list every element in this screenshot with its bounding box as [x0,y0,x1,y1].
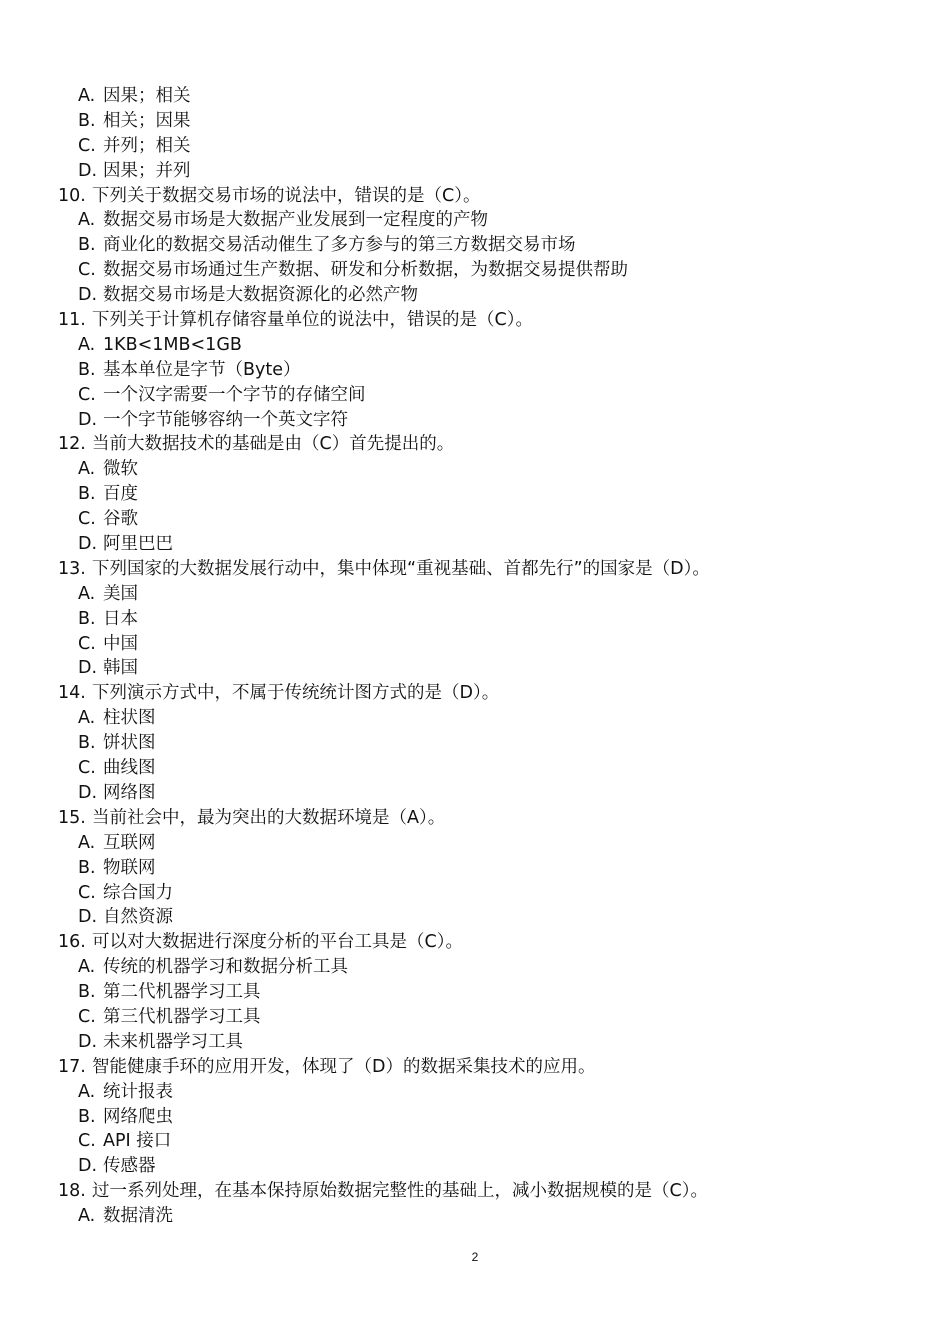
option-letter: D. [78,409,98,430]
option-line [0,333,950,358]
question-text: 当前大数据技术的基础是由（C）首先提出的。 [92,434,455,455]
question-text: 下列演示方式中，不属于传统统计图方式的是（D）。 [92,683,500,704]
option-letter: C. [78,135,96,156]
option-text: 日本 [103,608,138,629]
option-letter: D. [78,160,98,181]
option-text: 数据交易市场通过生产数据、研发和分析数据，为数据交易提供帮助 [103,260,628,281]
option-text: 百度 [103,484,138,505]
option-line [0,856,950,881]
option-line [0,159,950,184]
option-letter: C. [78,882,96,903]
option-text: 韩国 [103,658,138,679]
option-line [0,408,950,433]
page-number: 2 [471,1250,479,1264]
question-line [0,1055,950,1080]
option-letter: B. [78,982,96,1003]
option-letter: A. [78,957,96,978]
question-line [0,1179,950,1204]
option-text: 综合国力 [103,882,173,903]
option-text: 美国 [103,583,138,604]
question-text: 下列国家的大数据发展行动中，集中体现“重视基础、首都先行”的国家是（D）。 [92,558,710,579]
option-line [0,1204,950,1229]
option-text: 网络爬虫 [103,1106,173,1127]
option-letter: A. [78,1206,96,1227]
option-letter: B. [78,110,96,131]
option-letter: D. [78,907,98,928]
option-text: 自然资源 [103,907,173,928]
option-text: 数据清洗 [103,1206,173,1227]
option-letter: C. [78,384,96,405]
option-line [0,905,950,930]
option-line [0,831,950,856]
option-line [0,507,950,532]
option-line [0,1154,950,1179]
option-text: 微软 [103,459,138,480]
option-letter: B. [78,608,96,629]
option-letter: D. [78,1031,98,1052]
option-text: 数据交易市场是大数据产业发展到一定程度的产物 [103,210,488,231]
option-letter: C. [78,260,96,281]
option-line [0,233,950,258]
option-line [0,283,950,308]
option-letter: B. [78,733,96,754]
question-text: 智能健康手环的应用开发，体现了（D）的数据采集技术的应用。 [92,1056,596,1077]
document-body [0,84,950,1229]
option-line [0,482,950,507]
option-letter: A. [78,334,96,355]
option-line [0,1080,950,1105]
option-letter: A. [78,832,96,853]
option-text: 曲线图 [103,758,156,779]
question-number: 18. [58,1181,86,1202]
question-line [0,557,950,582]
question-number: 11. [58,310,86,331]
option-line [0,582,950,607]
option-text: 饼状图 [103,733,156,754]
question-line [0,184,950,209]
option-line [0,756,950,781]
option-text: 传感器 [103,1156,156,1177]
option-letter: A. [78,1081,96,1102]
option-letter: C. [78,633,96,654]
question-line [0,681,950,706]
option-letter: D. [78,658,98,679]
option-line [0,84,950,109]
option-text: 谷歌 [103,509,138,530]
question-text: 当前社会中，最为突出的大数据环境是（A）。 [92,807,446,828]
option-line [0,1005,950,1030]
option-text: 1KB<1MB<1GB [103,334,242,355]
question-number: 13. [58,558,86,579]
option-letter: C. [78,509,96,530]
option-letter: C. [78,1131,96,1152]
option-letter: A. [78,210,96,231]
option-text: 第二代机器学习工具 [103,982,261,1003]
question-number: 14. [58,683,86,704]
option-line [0,532,950,557]
option-text: 因果；并列 [103,160,191,181]
option-text: API 接口 [103,1131,172,1152]
option-line [0,731,950,756]
option-line [0,607,950,632]
option-letter: D. [78,285,98,306]
question-line [0,308,950,333]
option-text: 商业化的数据交易活动催生了多方参与的第三方数据交易市场 [103,235,576,256]
option-line [0,955,950,980]
option-letter: B. [78,359,96,380]
question-line [0,930,950,955]
option-text: 一个字节能够容纳一个英文字符 [103,409,348,430]
option-letter: A. [78,708,96,729]
option-line [0,656,950,681]
question-text: 可以对大数据进行深度分析的平台工具是（C）。 [92,932,463,953]
option-line [0,1030,950,1055]
option-letter: A. [78,583,96,604]
option-line [0,881,950,906]
option-letter: D. [78,534,98,555]
option-letter: B. [78,235,96,256]
question-line [0,432,950,457]
option-letter: B. [78,857,96,878]
option-text: 网络图 [103,782,156,803]
question-number: 17. [58,1056,86,1077]
question-number: 16. [58,932,86,953]
question-number: 12. [58,434,86,455]
option-letter: C. [78,758,96,779]
option-text: 基本单位是字节（Byte） [103,359,301,380]
option-text: 物联网 [103,857,156,878]
option-letter: D. [78,782,98,803]
option-letter: B. [78,1106,96,1127]
option-line [0,706,950,731]
option-text: 第三代机器学习工具 [103,1006,261,1027]
question-text: 下列关于数据交易市场的说法中，错误的是（C）。 [92,185,481,206]
option-text: 柱状图 [103,708,156,729]
option-letter: A. [78,86,96,106]
option-line [0,632,950,657]
option-line [0,383,950,408]
option-text: 互联网 [103,832,156,853]
option-text: 阿里巴巴 [103,534,173,555]
option-line [0,109,950,134]
option-text: 一个汉字需要一个字节的存储空间 [103,384,366,405]
option-line [0,134,950,159]
question-text: 过一系列处理，在基本保持原始数据完整性的基础上，减小数据规模的是（C）。 [92,1181,708,1202]
option-line [0,1129,950,1154]
option-line [0,457,950,482]
question-number: 15. [58,807,86,828]
question-number: 10. [58,185,86,206]
option-line [0,258,950,283]
option-text: 并列；相关 [103,135,191,156]
option-text: 统计报表 [103,1081,173,1102]
question-line [0,806,950,831]
option-text: 中国 [103,633,138,654]
option-letter: D. [78,1156,98,1177]
option-line [0,1105,950,1130]
option-text: 相关；因果 [103,110,191,131]
option-line [0,980,950,1005]
option-text: 因果；相关 [103,86,191,106]
option-text: 未来机器学习工具 [103,1031,243,1052]
option-line [0,208,950,233]
option-line [0,358,950,383]
option-letter: B. [78,484,96,505]
option-letter: C. [78,1006,96,1027]
option-letter: A. [78,459,96,480]
option-line [0,781,950,806]
option-text: 数据交易市场是大数据资源化的必然产物 [103,285,418,306]
option-text: 传统的机器学习和数据分析工具 [103,957,348,978]
question-text: 下列关于计算机存储容量单位的说法中，错误的是（C）。 [92,310,533,331]
